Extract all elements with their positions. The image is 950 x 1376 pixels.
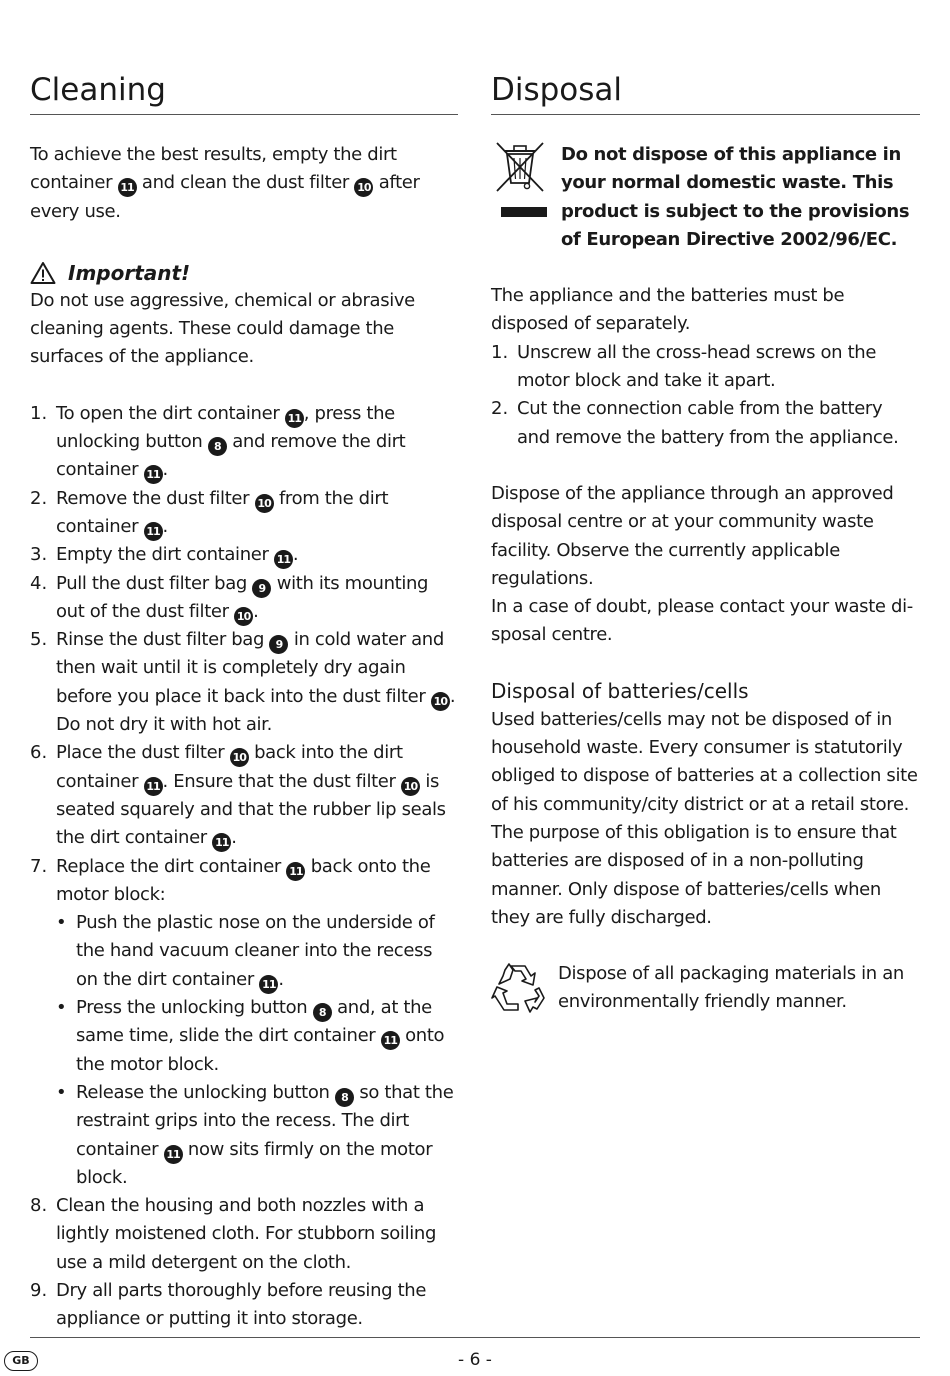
text-run: Push the plastic nose on the underside of the hand vacuum cleaner into the recess on the dirt container xyxy=(76,912,435,990)
bullet-dot-icon: • xyxy=(56,912,67,934)
list-item xyxy=(30,541,458,569)
list-item xyxy=(30,1277,458,1334)
callout-number-icon: 11 xyxy=(212,833,231,852)
list-item-text xyxy=(56,570,458,627)
text-run: now sits firmly on the motor block. xyxy=(76,1138,433,1188)
footer-divider xyxy=(30,1337,920,1338)
batteries-text-1: Used batteries/cells may not be disposed of in household waste. Every consumer is statutorily obliged to dispose of batteries at a collection site of his community/city district or at a retail store. xyxy=(491,708,918,815)
country-badge: GB xyxy=(4,1351,38,1371)
callout-number-icon: 8 xyxy=(208,437,227,456)
cleaning-section xyxy=(30,70,458,1334)
callout-number-icon: 8 xyxy=(335,1088,354,1107)
callout-number-icon: 11 xyxy=(144,777,163,796)
disposal-section xyxy=(491,70,920,1017)
cleaning-heading: Cleaning xyxy=(30,70,458,115)
list-item-text xyxy=(56,739,458,852)
cleaning-intro xyxy=(30,141,458,226)
callout-number-icon: 11 xyxy=(118,178,137,197)
list-item xyxy=(30,485,458,542)
list-item-number: 4. xyxy=(30,572,48,594)
list-item-number: 8. xyxy=(30,1195,48,1217)
recycle-icon xyxy=(491,960,547,1014)
text-run: and remove the dirt container xyxy=(56,431,406,481)
bullet-item xyxy=(56,994,458,1079)
text-run: Empty the dirt container xyxy=(56,544,274,566)
list-item-number: 2. xyxy=(491,398,509,420)
packaging-notice xyxy=(491,960,920,1017)
text-run: back onto the motor block: xyxy=(56,855,431,905)
list-item-body xyxy=(56,541,458,569)
list-item-number: 5. xyxy=(30,629,48,651)
callout-number-icon: 11 xyxy=(285,409,304,428)
bullet-text xyxy=(76,909,458,994)
list-item-text xyxy=(56,541,458,569)
text-run: back into the dirt container xyxy=(56,742,403,792)
list-item-text xyxy=(56,626,458,739)
list-item-number: 1. xyxy=(30,402,48,424)
list-item xyxy=(30,400,458,485)
text-run: Clean the housing and both nozzles with a lightly moistened cloth. For stubborn soiling use a mild detergent on the cloth. xyxy=(56,1195,437,1273)
list-item-text: Cut the connection cable from the battery and remove the battery from the appliance. xyxy=(517,398,899,448)
list-item-body xyxy=(56,400,458,485)
list-item-text xyxy=(56,485,458,542)
bullet-list xyxy=(56,909,458,1192)
list-item-body xyxy=(56,739,458,852)
text-run: onto the motor block. xyxy=(76,1025,445,1075)
weee-notice xyxy=(491,141,920,254)
text-run: . xyxy=(162,459,168,481)
text-run: from the dirt container xyxy=(56,487,389,537)
callout-number-icon: 11 xyxy=(164,1145,183,1164)
separate-disposal-text: The appliance and the batteries must be disposed of separately. xyxy=(491,285,845,335)
list-item-number: 6. xyxy=(30,742,48,764)
important-label: Important! xyxy=(68,260,191,285)
dispose-appliance-text: Dispose of the appliance through an approved disposal centre or at your community waste facility. Observe the currently applicable regulations. xyxy=(491,482,894,589)
crossed-bin-icon xyxy=(491,141,549,225)
list-item-number: 3. xyxy=(30,544,48,566)
callout-number-icon: 10 xyxy=(230,748,249,767)
text-run: and, at the same time, slide the dirt container xyxy=(76,997,432,1047)
text-run: so that the restraint grips into the recess. The dirt container xyxy=(76,1081,454,1160)
list-item xyxy=(30,1192,458,1277)
text-run: . xyxy=(292,544,299,566)
callout-number-icon: 11 xyxy=(381,1031,400,1050)
text-run: is seated squarely and that the rubber lip seals the dirt container xyxy=(56,770,446,849)
batteries-heading: Disposal of batteries/cells xyxy=(491,678,749,703)
list-item-text xyxy=(56,1192,458,1277)
list-item-body xyxy=(56,626,458,739)
text-run: . xyxy=(253,600,259,622)
doubt-text: In a case of doubt, please contact your waste disposal centre. xyxy=(491,596,914,646)
weee-text: Do not dispose of this appliance in your normal domestic waste. This product is subject to the provisions of European Directive 2002/96/EC. xyxy=(561,144,910,250)
text-run: . Do not dry it with hot air. xyxy=(56,685,456,736)
bullet-dot-icon: • xyxy=(56,997,67,1019)
text-run: Release the unlocking button xyxy=(76,1081,335,1103)
disposal-heading: Disposal xyxy=(491,70,920,115)
page-number: - 6 - xyxy=(458,1350,492,1370)
list-item-body xyxy=(56,1277,458,1334)
bullet-text xyxy=(76,1079,458,1192)
text-run: Rinse the dust filter bag xyxy=(56,629,270,651)
cleaning-steps-list xyxy=(30,400,458,1334)
text-run: Press the unlocking button xyxy=(76,997,313,1019)
text-run: with its mounting out of the dust filter xyxy=(56,572,429,622)
callout-number-icon: 11 xyxy=(144,465,163,484)
list-item-number: 2. xyxy=(30,487,48,509)
text-run: after every use. xyxy=(30,172,420,222)
callout-number-icon: 10 xyxy=(431,692,450,711)
bullet-item xyxy=(56,1079,458,1192)
list-item xyxy=(491,395,920,452)
list-item-number: 7. xyxy=(30,855,48,877)
callout-number-icon: 10 xyxy=(255,494,274,513)
disposal-steps-list xyxy=(491,339,920,452)
callout-number-icon: 10 xyxy=(234,607,253,626)
bullet-text xyxy=(76,994,458,1079)
list-item xyxy=(30,853,458,1193)
list-item xyxy=(30,739,458,852)
packaging-text: Dispose of all packaging materials in an environmentally friendly manner. xyxy=(558,963,904,1013)
callout-number-icon: 11 xyxy=(286,862,305,881)
text-run: in cold water and then wait until it is completely dry again before you place it back into the dust filter xyxy=(56,629,444,707)
batteries-text-2: The purpose of this obligation is to ensure that batteries are disposed of in a non-polluting manner. Only dispose of batteries/cells when they are fully discharged. xyxy=(491,821,897,928)
text-run: To achieve the best results, empty the dirt container xyxy=(30,144,397,194)
text-run: To open the dirt container xyxy=(56,402,285,424)
list-item xyxy=(30,626,458,739)
text-run: . xyxy=(162,515,168,537)
important-notice xyxy=(30,259,458,287)
list-item-text xyxy=(56,1277,458,1334)
list-item xyxy=(491,339,920,396)
list-item-body xyxy=(56,485,458,542)
bullet-dot-icon: • xyxy=(56,1081,67,1103)
callout-number-icon: 10 xyxy=(354,178,373,197)
callout-number-icon: 9 xyxy=(252,579,271,598)
callout-number-icon: 8 xyxy=(313,1003,332,1022)
list-item-body xyxy=(56,853,458,1193)
callout-number-icon: 11 xyxy=(259,975,278,994)
list-item-body xyxy=(56,1192,458,1277)
callout-number-icon: 9 xyxy=(269,635,288,654)
text-run: Replace the dirt container xyxy=(56,855,287,877)
list-item-text xyxy=(56,400,458,485)
list-item-body xyxy=(56,570,458,627)
text-run: and clean the dust filter xyxy=(136,172,355,194)
text-run: . xyxy=(231,827,237,849)
list-item-number: 1. xyxy=(491,341,509,363)
list-item xyxy=(30,570,458,627)
callout-number-icon: 11 xyxy=(274,550,293,569)
warning-icon xyxy=(30,261,56,285)
callout-number-icon: 10 xyxy=(401,777,420,796)
bullet-item xyxy=(56,909,458,994)
text-run: Pull the dust filter bag xyxy=(56,572,253,594)
text-run: . Ensure that the dust filter xyxy=(162,770,401,792)
text-run: . xyxy=(278,968,284,990)
list-item-text xyxy=(56,853,458,910)
text-run: Remove the dust filter xyxy=(56,487,255,509)
list-item-number: 9. xyxy=(30,1279,48,1301)
important-text: Do not use aggressive, chemical or abrasive cleaning agents. These could damage the surfaces of the appliance. xyxy=(30,289,415,368)
callout-number-icon: 11 xyxy=(144,522,163,541)
text-run: , press the unlocking button xyxy=(56,402,395,453)
list-item-text: Unscrew all the cross-head screws on the motor block and take it apart. xyxy=(517,341,877,392)
text-run: Place the dust filter xyxy=(56,742,230,764)
text-run: Dry all parts thoroughly before reusing the appliance or putting it into storage. xyxy=(56,1279,427,1330)
